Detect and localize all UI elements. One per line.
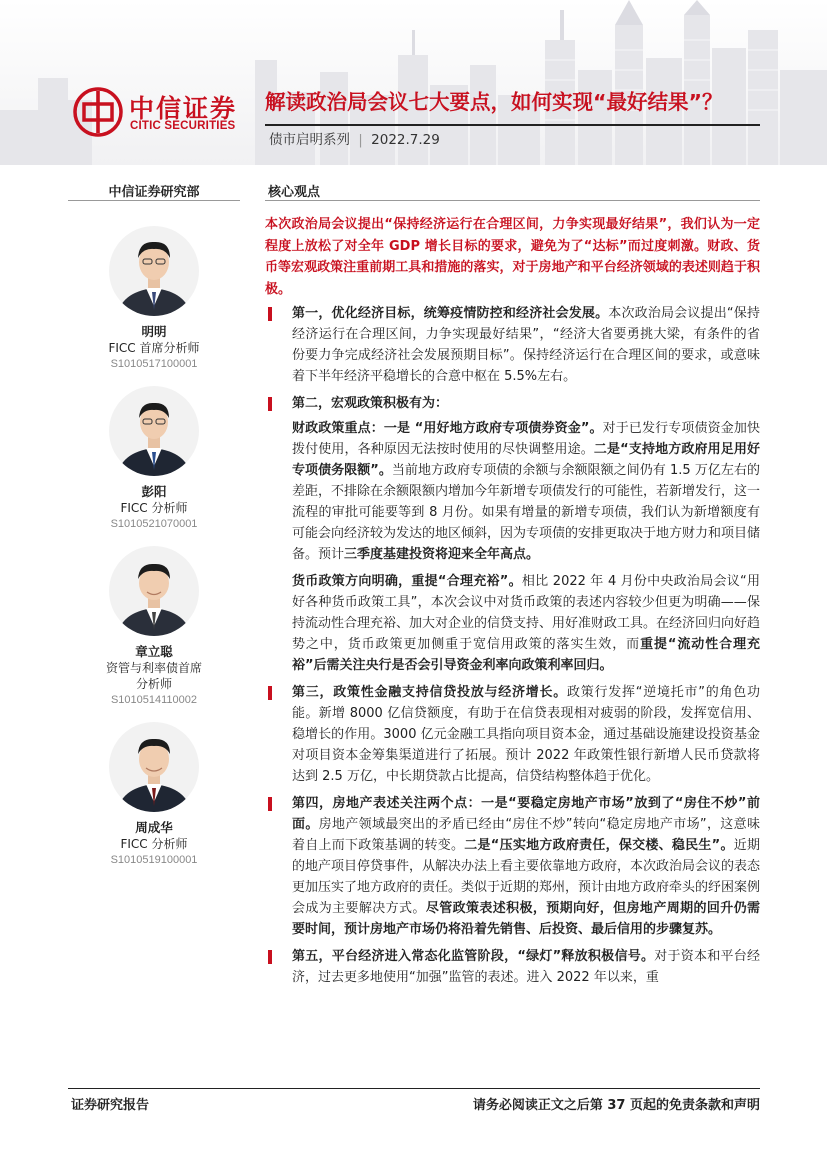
report-title: 解读政治局会议七大要点，如何实现“最好结果”？ bbox=[265, 90, 723, 114]
analyst-role: 分析师 bbox=[135, 677, 172, 691]
fiscal-text: 对于已发行专项债资金加快拨付使用，各种原因无法按时使用的尽快调整用途。 bbox=[292, 421, 760, 457]
point-5 bbox=[265, 946, 760, 988]
logo-cn-text: 中信证券 bbox=[129, 94, 238, 123]
footer-divider bbox=[68, 1088, 760, 1089]
analyst-card bbox=[68, 226, 240, 373]
fiscal-policy-paragraph bbox=[265, 418, 760, 565]
footer-disclaimer: 请务必阅读正文之后第 37 页起的免责条款和声明 bbox=[472, 1098, 760, 1113]
point-body: 对于资本和平台经济，过去更多地使用“加强”监管的表述。进入 2022 年以来，重 bbox=[292, 949, 760, 985]
avatar bbox=[109, 546, 199, 636]
citic-logo-icon bbox=[73, 87, 123, 137]
bullet-marker bbox=[268, 307, 272, 321]
point-emphasis: 尽管政策表述积极，预期向好，但房地产周期的回升仍需要时间，预计房地产市场仍将沿着先销售、后投资、最后信用的步骤复苏。 bbox=[292, 901, 760, 937]
core-view-summary: 本次政治局会议提出“保持经济运行在合理区间，力争实现最好结果”，我们认为一定程度上放松了对全年 GDP 增长目标的要求，避免为了“达标”而过度刺激。财政、货币等宏观政策注重前期工具和措施的落实，对于房地产和平台经济领域的表述则趋于积极。 bbox=[265, 217, 760, 297]
analyst-name: 周成华 bbox=[135, 820, 173, 835]
analyst-card bbox=[68, 722, 240, 869]
analyst-license-id: S1010514110002 bbox=[110, 694, 198, 706]
analyst-license-id: S1010521070001 bbox=[110, 518, 198, 530]
point-3 bbox=[265, 682, 760, 787]
point-body: 房地产领域最突出的矛盾已经由“房住不炒”转向“稳定房地产市场”，这意味着自上而下政策基调的转变。 bbox=[292, 817, 760, 853]
point-lead: 第二，宏观政策积极有为： bbox=[292, 396, 449, 411]
monetary-policy-paragraph bbox=[265, 571, 760, 676]
sidebar-divider bbox=[68, 200, 240, 201]
avatar bbox=[109, 722, 199, 812]
fiscal-emphasis: 三季度基建投资将迎来全年高点。 bbox=[344, 547, 540, 562]
analyst-role: 资管与利率债首席 bbox=[105, 661, 202, 675]
analyst-role: FICC 分析师 bbox=[120, 837, 188, 851]
key-points bbox=[265, 303, 760, 994]
point-2 bbox=[265, 393, 760, 414]
point-lead: 第四，房地产表述关注两个点：一是“要稳定房地产市场”放到了“房住不炒”前面。 bbox=[292, 796, 760, 832]
point-lead: 第一，优化经济目标，统筹疫情防控和经济社会发展。 bbox=[292, 306, 609, 321]
analyst-name: 彭阳 bbox=[141, 484, 167, 499]
subtitle-separator: | bbox=[358, 132, 363, 148]
analyst-role: FICC 首席分析师 bbox=[108, 341, 200, 355]
report-header bbox=[265, 88, 760, 148]
analyst-name: 明明 bbox=[141, 324, 167, 339]
bullet-marker bbox=[268, 797, 272, 811]
analyst-role: FICC 分析师 bbox=[120, 501, 188, 515]
report-subtitle bbox=[269, 128, 440, 148]
footer-report-type: 证券研究报告 bbox=[71, 1098, 150, 1113]
analyst-license-id: S1010519100001 bbox=[110, 854, 198, 866]
avatar bbox=[109, 226, 199, 316]
monetary-text: 相比 2022 年 4 月份中央政治局会议“用好各种货币政策工具”，本次会议中对货币政策的表述内容较少但更为明确——保持流动性合理充裕、加大对企业的信贷支持、用好准财政工具。在经济回归向好趋势之中，货币政策更加侧重于宽信用政策的落实生效，而 bbox=[292, 574, 761, 652]
point-body: 近期的地产项目停贷事件，从解决办法上看主要依靠地方政府，本次政治局会议的表态更加压实了地方政府的责任。类似于近期的郑州，预计由地方政府牵头的纾困案例会成为主要解决方式。 bbox=[292, 838, 761, 916]
title-divider bbox=[265, 124, 760, 126]
bullet-marker bbox=[268, 950, 272, 964]
monetary-lead: 货币政策方向明确，重提“合理充裕”。 bbox=[292, 574, 522, 589]
analyst-name: 章立聪 bbox=[135, 644, 173, 659]
point-emphasis: 二是“压实地方政府责任，保交楼、稳民生”。 bbox=[464, 838, 734, 853]
analyst-card bbox=[68, 386, 240, 533]
point-1 bbox=[265, 303, 760, 387]
monetary-emphasis: 重提“流动性合理充裕”后需关注央行是否会引导资金利率向政策利率回归。 bbox=[292, 637, 760, 673]
point-lead: 第三，政策性金融支持信贷投放与经济增长。 bbox=[292, 685, 568, 700]
fiscal-text: 当前地方政府专项债的余额与余额限额之间仍有 1.5 万亿左右的差距，不排除在余额限额内增加今年新增专项债发行的可能性，若新增发行，这一流程的审批可能要等到 8 月份。如果有增量的新增专项债，我们认为新增额度有可能会向经济较为发达的地区倾斜，因为专项债的安排更取决于地方财力和项目储备。预计 bbox=[292, 463, 761, 562]
core-view-heading: 核心观点 bbox=[268, 185, 321, 200]
bullet-marker bbox=[268, 397, 272, 411]
point-body: 本次政治局会议提出“保持经济运行在合理区间，力争实现最好结果”，“经济大省要勇挑大梁，有条件的省份要力争完成经济社会发展预期目标”。保持经济运行在合理区间的要求，或意味着下半年经济平稳增长的合意中枢在 5.5%左右。 bbox=[292, 306, 760, 384]
citic-logo bbox=[73, 87, 253, 137]
bullet-marker bbox=[268, 686, 272, 700]
core-view-divider bbox=[265, 200, 760, 201]
analyst-license-id: S1010517100001 bbox=[110, 358, 198, 370]
point-4 bbox=[265, 793, 760, 940]
analyst-card bbox=[68, 546, 240, 709]
logo-en-text: CITIC SECURITIES bbox=[130, 120, 236, 132]
point-lead: 第五，平台经济进入常态化监管阶段，“绿灯”释放积极信号。 bbox=[292, 949, 655, 964]
sidebar-heading: 中信证券研究部 bbox=[108, 185, 200, 200]
point-body: 政策行发挥“逆境托市”的角色功能。新增 8000 亿信贷额度，有助于在信贷表现相对疲弱的阶段，发挥宽信用、稳增长的作用。3000 亿元金融工具指向项目资本金，通过基础设施建设投资基金对项目资本金筹集渠道进行了拓展。预计 2022 年政策性银行新增人民币贷款将达到 2.5 万亿，中长期贷款占比提高，信贷结构整体趋于优化。 bbox=[292, 685, 760, 784]
fiscal-emphasis: 二是“支持地方政府用足用好专项债务限额”。 bbox=[292, 442, 760, 478]
fiscal-lead: 财政政策重点：一是 “用好地方政府专项债券资金”。 bbox=[292, 421, 603, 436]
report-date: 2022.7.29 bbox=[371, 132, 440, 148]
series-name: 债市启明系列 bbox=[269, 132, 350, 148]
avatar bbox=[109, 386, 199, 476]
